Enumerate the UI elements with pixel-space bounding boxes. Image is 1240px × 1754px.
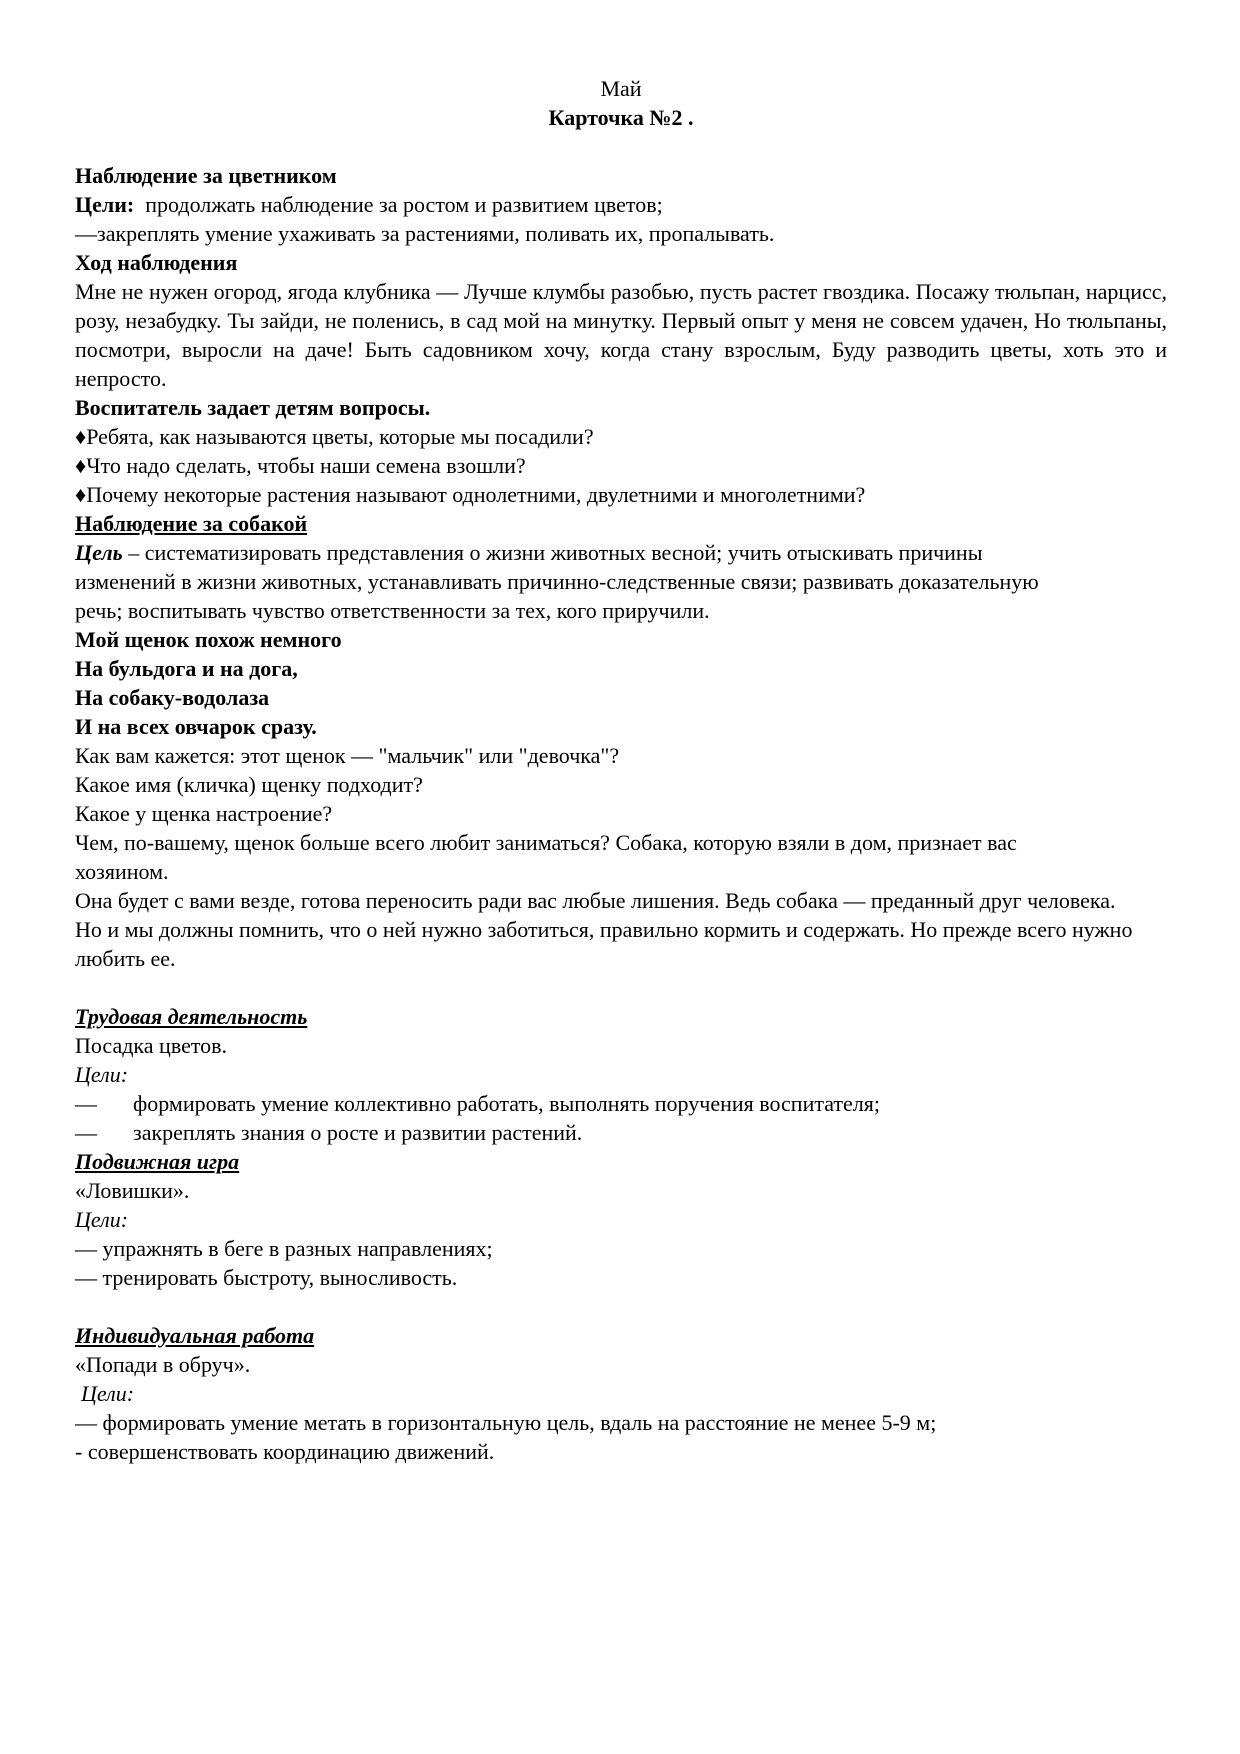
card-title: Карточка №2 . (548, 105, 694, 130)
labor-activity: Посадка цветов. (75, 1033, 228, 1058)
flowers-goals (75, 190, 1167, 219)
labor-goals-label: Цели: (75, 1062, 129, 1087)
flowers-observation-title: Наблюдение за цветником (75, 163, 337, 188)
labor-goal-item (75, 1118, 1167, 1147)
question-item: ♦Ребята, как называются цветы, которые мы посадили? (75, 424, 594, 449)
flowers-goals-label: Цели: (75, 192, 135, 217)
course-title: Ход наблюдения (75, 250, 238, 275)
outdoor-game-goal: — упражнять в беге в разных направлениях; (75, 1236, 493, 1261)
flowers-goal-2: —закреплять умение ухаживать за растениями, поливать их, пропалывать. (75, 221, 775, 246)
labor-goal-item (75, 1089, 1167, 1118)
dog-text-line: Какое у щенка настроение? (75, 801, 333, 826)
dog-text-line: Как вам кажется: этот щенок — "мальчик" или "девочка"? (75, 743, 620, 768)
flowers-goals-text: продолжать наблюдение за ростом и развитием цветов; (134, 192, 663, 217)
individual-work-goals-label: Цели: (81, 1381, 135, 1406)
individual-work-task: «Попади в обруч». (75, 1352, 251, 1377)
individual-work-title: Индивидуальная работа (75, 1323, 315, 1348)
dog-poem-line: Мой щенок похож немного (75, 627, 342, 652)
document-page (75, 74, 1167, 1466)
labor-goal-text: закреплять знания о росте и развитии растений. (133, 1120, 583, 1145)
dog-poem-line: И на всех овчарок сразу. (75, 714, 317, 739)
labor-goal-dash: — (75, 1091, 97, 1116)
labor-goal-dash: — (75, 1120, 97, 1145)
month-heading: Май (600, 76, 642, 101)
labor-goal-text: формировать умение коллективно работать, выполнять поручения воспитателя; (133, 1091, 881, 1116)
dog-text-line: Какое имя (кличка) щенку подходит? (75, 772, 423, 797)
dog-text-line: Она будет с вами везде, готова переносить ради вас любые лишения. Ведь собака — преданный друг человека. Но и мы должны помнить, что о ней нужно заботиться, правильно кормить и содержать. Но прежде всего нужно любить ее. (75, 888, 1133, 971)
outdoor-game-name: «Ловишки». (75, 1178, 190, 1203)
individual-work-goal: — формировать умение метать в горизонтальную цель, вдаль на расстояние не менее 5-9 м; (75, 1410, 937, 1435)
individual-work-goal: - совершенствовать координацию движений. (75, 1439, 495, 1464)
questions-title: Воспитатель задает детям вопросы. (75, 395, 431, 420)
dog-goal-text: – систематизировать представления о жизни животных весной; учить отыскивать причины изменений в жизни животных, устанавливать причинно-следственные связи; развивать доказательную речь; воспитывать чувство ответственности за тех, кого приручили. (75, 540, 1039, 623)
dog-goal-label: Цель (75, 540, 123, 565)
question-item: ♦Что надо сделать, чтобы наши семена взошли? (75, 453, 526, 478)
dog-poem-line: На бульдога и на дога, (75, 656, 298, 681)
flowers-poem: Мне не нужен огород, ягода клубника — Лучше клумбы разобью, пусть растет гвоздика. Посажу тюльпан, нарцисс, розу, незабудку. Ты зайди, не поленись, в сад мой на минутку. Первый опыт у меня не совсем удачен, Но тюльпаны, посмотри, выросли на даче! Быть садовником хочу, когда стану взрослым, Буду разводить цветы, хоть это и непросто. (75, 279, 1167, 391)
outdoor-game-goal: — тренировать быстроту, выносливость. (75, 1265, 458, 1290)
labor-title: Трудовая деятельность (75, 1004, 308, 1029)
outdoor-game-goals-label: Цели: (75, 1207, 129, 1232)
dog-text-line: Чем, по-вашему, щенок больше всего любит заниматься? Собака, которую взяли в дом, признает вас хозяином. (75, 830, 1017, 884)
outdoor-game-title: Подвижная игра (75, 1149, 240, 1174)
dog-goal (75, 538, 1167, 625)
question-item: ♦Почему некоторые растения называют однолетними, двулетними и многолетними? (75, 482, 866, 507)
dog-observation-title: Наблюдение за собакой (75, 511, 308, 536)
dog-poem-line: На собаку-водолаза (75, 685, 270, 710)
